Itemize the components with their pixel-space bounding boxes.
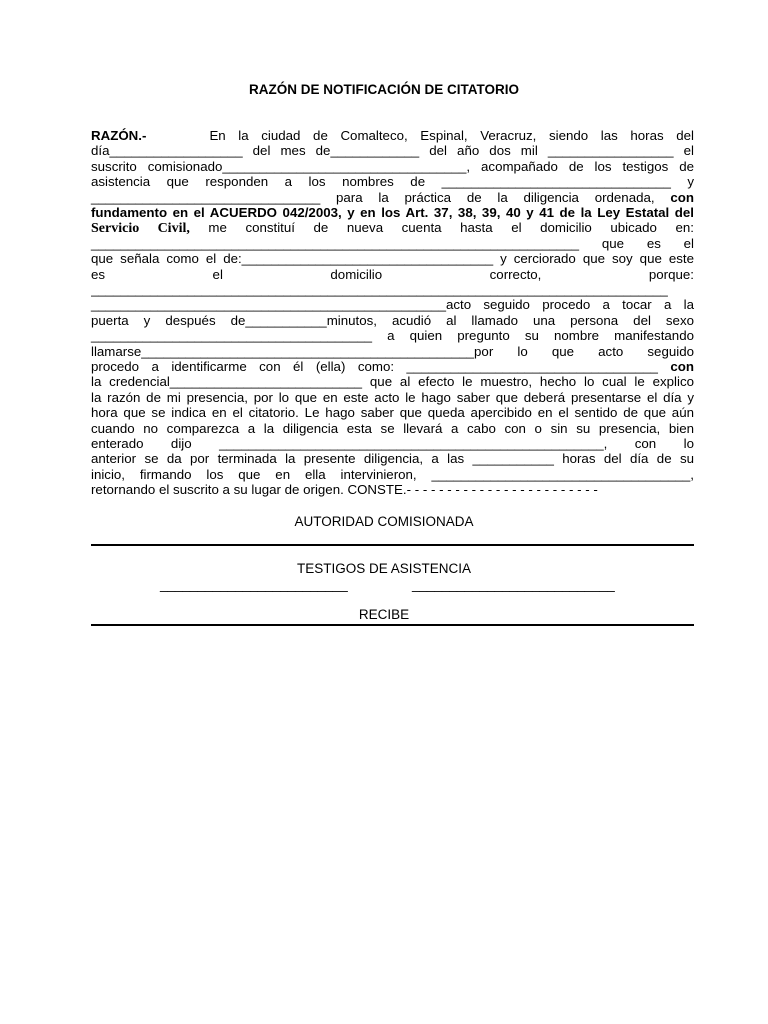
- body-line-21: enterado dijo ____________________________________________________, con lo: [91, 436, 694, 451]
- recibe-label: RECIBE: [358, 607, 410, 622]
- body-line-20: cuando no comparezca a la diligencia esta se llevará a cabo con o sin su presencia, bien: [91, 420, 694, 436]
- body-line-11: ______________________________________________________________________________: [91, 282, 668, 297]
- signature-line-testigo-2: ___________________________: [412, 577, 615, 592]
- body-line-22: anterior se da por terminada la presente diligencia, a las ___________ horas del día de su: [91, 451, 694, 467]
- body-line-16: procedo a identificarme con él (ella) como: __________________________________ con: [91, 359, 695, 374]
- document-title: RAZÓN DE NOTIFICACIÓN DE CITATORIO: [249, 82, 519, 97]
- body-line-1: RAZÓN.- En la ciudad de Comalteco, Espinal, Veracruz, siendo las horas del: [91, 128, 694, 143]
- body-line-12: ________________________________________________acto seguido procedo a tocar a la: [91, 297, 694, 313]
- signature-line-autoridad: [91, 544, 694, 546]
- signature-line-testigo-1: _________________________: [160, 577, 348, 592]
- body-line-23: inicio, firmando los que en ella intervinieron, ___________________________________,: [91, 466, 694, 482]
- body-line-17: la credencial__________________________ que al efecto le muestro, hecho lo cual le explico: [91, 374, 694, 390]
- testigos-label: TESTIGOS DE ASISTENCIA: [296, 561, 472, 576]
- body-line-15: llamarse_____________________________________________por lo que acto seguido: [91, 343, 694, 359]
- body-line-8: __________________________________________________________________ que es el: [91, 235, 694, 251]
- body-line-19: hora que se indica en el citatorio. Le hago saber que queda apercibido en el sentido de que aún: [91, 405, 694, 421]
- body-line-4: asistencia que responden a los nombres de _______________________________ y: [91, 174, 694, 190]
- body-line-7: Servicio Civil, me constituí de nueva cuenta hasta el domicilio ubicado en:: [91, 220, 694, 237]
- body-line-13: puerta y después de___________minutos, acudió al llamado una persona del sexo: [91, 312, 694, 328]
- body-line-6: fundamento en el ACUERDO 042/2003, y en los Art. 37, 38, 39, 40 y 41 de la Ley Estatal del: [91, 205, 694, 220]
- body-line-9: que señala como el de:__________________________________ y cerciorado que soy que este: [91, 251, 694, 267]
- body-line-10: es el domicilio correcto, porque:: [91, 266, 694, 282]
- autoridad-comisionada-label: AUTORIDAD COMISIONADA: [294, 514, 474, 529]
- body-line-3: suscrito comisionado_________________________________, acompañado de los testigos de: [91, 158, 694, 174]
- razon-label: RAZÓN.-: [91, 128, 147, 143]
- body-line-2: día__________________ del mes de____________ del año dos mil _________________ el: [91, 143, 694, 159]
- body-line-5: _______________________________ para la práctica de la diligencia ordenada, con: [91, 189, 694, 205]
- body-line-24: retornando el suscrito a su lugar de origen. CONSTE.- - - - - - - - - - - - - - - - - - - - - - - -: [91, 482, 598, 498]
- body-line-18: la razón de mi presencia, por lo que en este acto le hago saber que deberá presentarse el día y: [91, 389, 694, 405]
- signature-line-recibe: [91, 624, 694, 626]
- body-line-14: ______________________________________ a quien pregunto su nombre manifestando: [91, 328, 694, 344]
